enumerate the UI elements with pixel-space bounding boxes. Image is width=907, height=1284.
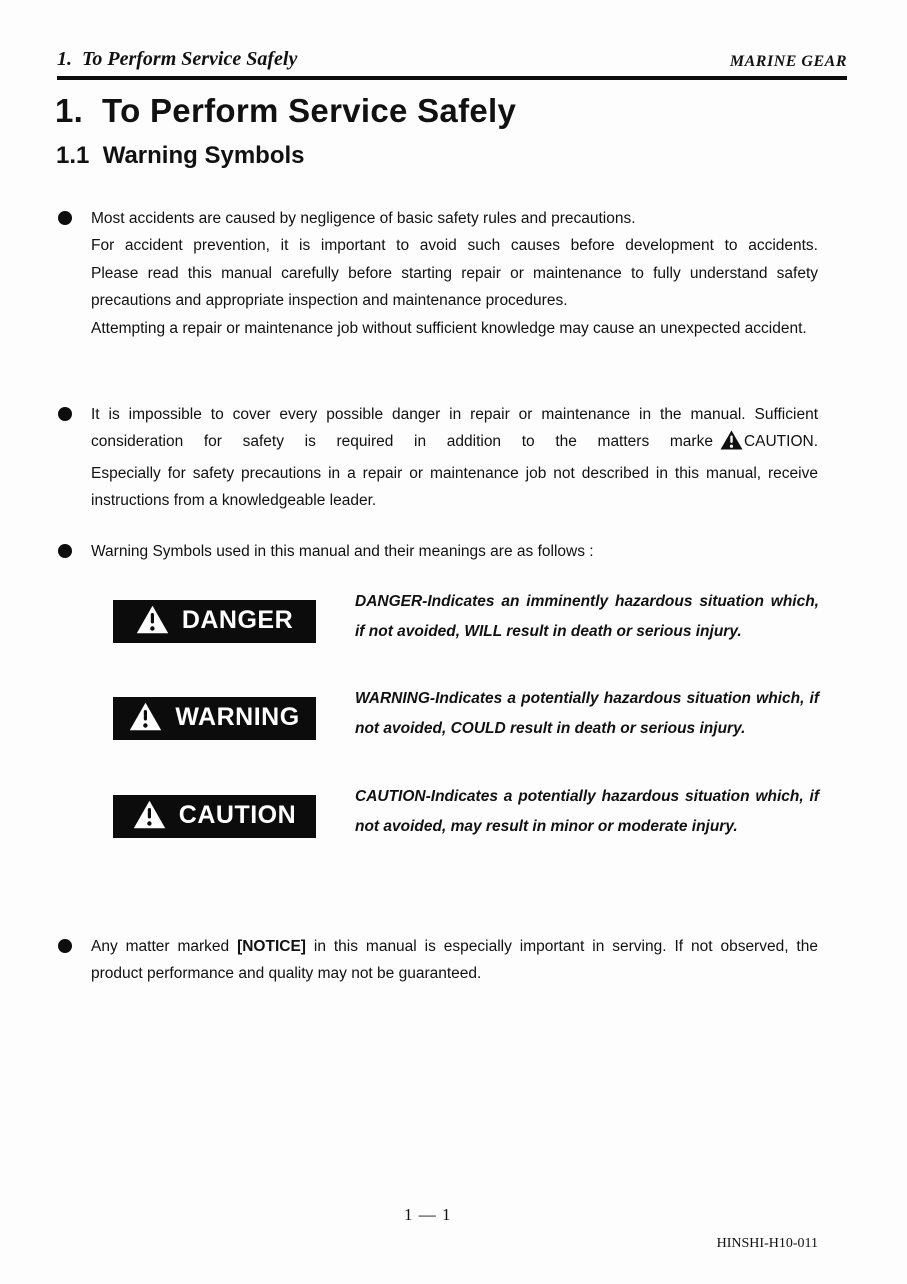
page-number: 1 — 1 xyxy=(404,1205,452,1224)
bullet-text xyxy=(91,401,818,515)
warning-label: CAUTION xyxy=(178,801,297,829)
bullet-item-notice xyxy=(58,933,818,988)
warning-description: WARNING-Indicates a potentially hazardous situation which, if not avoided, COULD result in death or serious injury. xyxy=(355,690,819,737)
bullet-item-symbols-intro xyxy=(58,538,818,565)
bullet-item-accidents xyxy=(58,205,818,342)
running-header-brand: MARINE GEAR xyxy=(729,53,847,70)
warning-triangle-icon xyxy=(136,605,169,639)
caution-triangle-icon xyxy=(720,430,743,459)
paragraph xyxy=(91,933,818,988)
caution-word: CAUTION. xyxy=(743,433,818,451)
bullet-text xyxy=(91,933,818,988)
warning-symbol-row-caution xyxy=(0,782,907,882)
caution-label-box xyxy=(113,795,316,838)
warning-label: DANGER xyxy=(181,606,294,634)
warning-triangle-icon xyxy=(133,800,166,834)
warning-symbol-row-warning xyxy=(0,684,907,784)
warning-symbol-row-danger xyxy=(0,587,907,687)
section-heading: 1.1 Warning Symbols xyxy=(56,142,305,169)
chapter-heading: 1. To Perform Service Safely xyxy=(55,92,517,129)
text-after-notice: in this manual is especially important in serving. If not observed, the product performance and quality may not be guaranteed. xyxy=(91,938,818,983)
text-before-caution: It is impossible to cover every possible danger in repair or maintenance in the manual. Sufficient consideration for safety is required in addition to the matters marke xyxy=(91,406,818,451)
bullet-icon xyxy=(58,407,72,421)
paragraph: Attempting a repair or maintenance job without sufficient knowledge may cause an unexpected accident. xyxy=(91,319,807,337)
page-header xyxy=(57,48,847,71)
warning-label-box xyxy=(113,697,316,740)
paragraph: Warning Symbols used in this manual and their meanings are as follows : xyxy=(91,543,594,560)
bullet-item-impossible xyxy=(58,401,818,515)
running-header-title: 1. To Perform Service Safely xyxy=(57,48,298,70)
danger-label-box xyxy=(113,600,316,643)
bullet-text xyxy=(91,538,818,565)
bullet-icon xyxy=(58,211,72,225)
paragraph: Most accidents are caused by negligence of basic safety rules and precautions. xyxy=(91,210,636,227)
warning-description: CAUTION-Indicates a potentially hazardous situation which, if not avoided, may result in minor or moderate injury. xyxy=(355,788,819,835)
bullet-icon xyxy=(58,939,72,953)
warning-triangle-icon xyxy=(129,702,162,736)
document-code: HINSHI-H10-011 xyxy=(716,1236,818,1251)
bullet-icon xyxy=(58,544,72,558)
header-rule xyxy=(57,76,847,80)
paragraph: For accident prevention, it is important to avoid such causes before development to accidents. xyxy=(91,237,818,255)
bullet-text xyxy=(91,205,818,342)
notice-tag: [NOTICE] xyxy=(237,938,306,955)
paragraph xyxy=(91,401,818,460)
warning-description: DANGER-Indicates an imminently hazardous situation which, if not avoided, WILL result in death or serious injury. xyxy=(355,593,819,640)
paragraph: Please read this manual carefully before starting repair or maintenance to fully understand safety precautions and appropriate inspection and maintenance procedures. xyxy=(91,264,818,310)
warning-label: WARNING xyxy=(175,703,300,731)
text-before-notice: Any matter marked xyxy=(91,938,238,955)
paragraph: Especially for safety precautions in a repair or maintenance job not described in this manual, receive instructions from a knowledgeable leader. xyxy=(91,464,818,510)
